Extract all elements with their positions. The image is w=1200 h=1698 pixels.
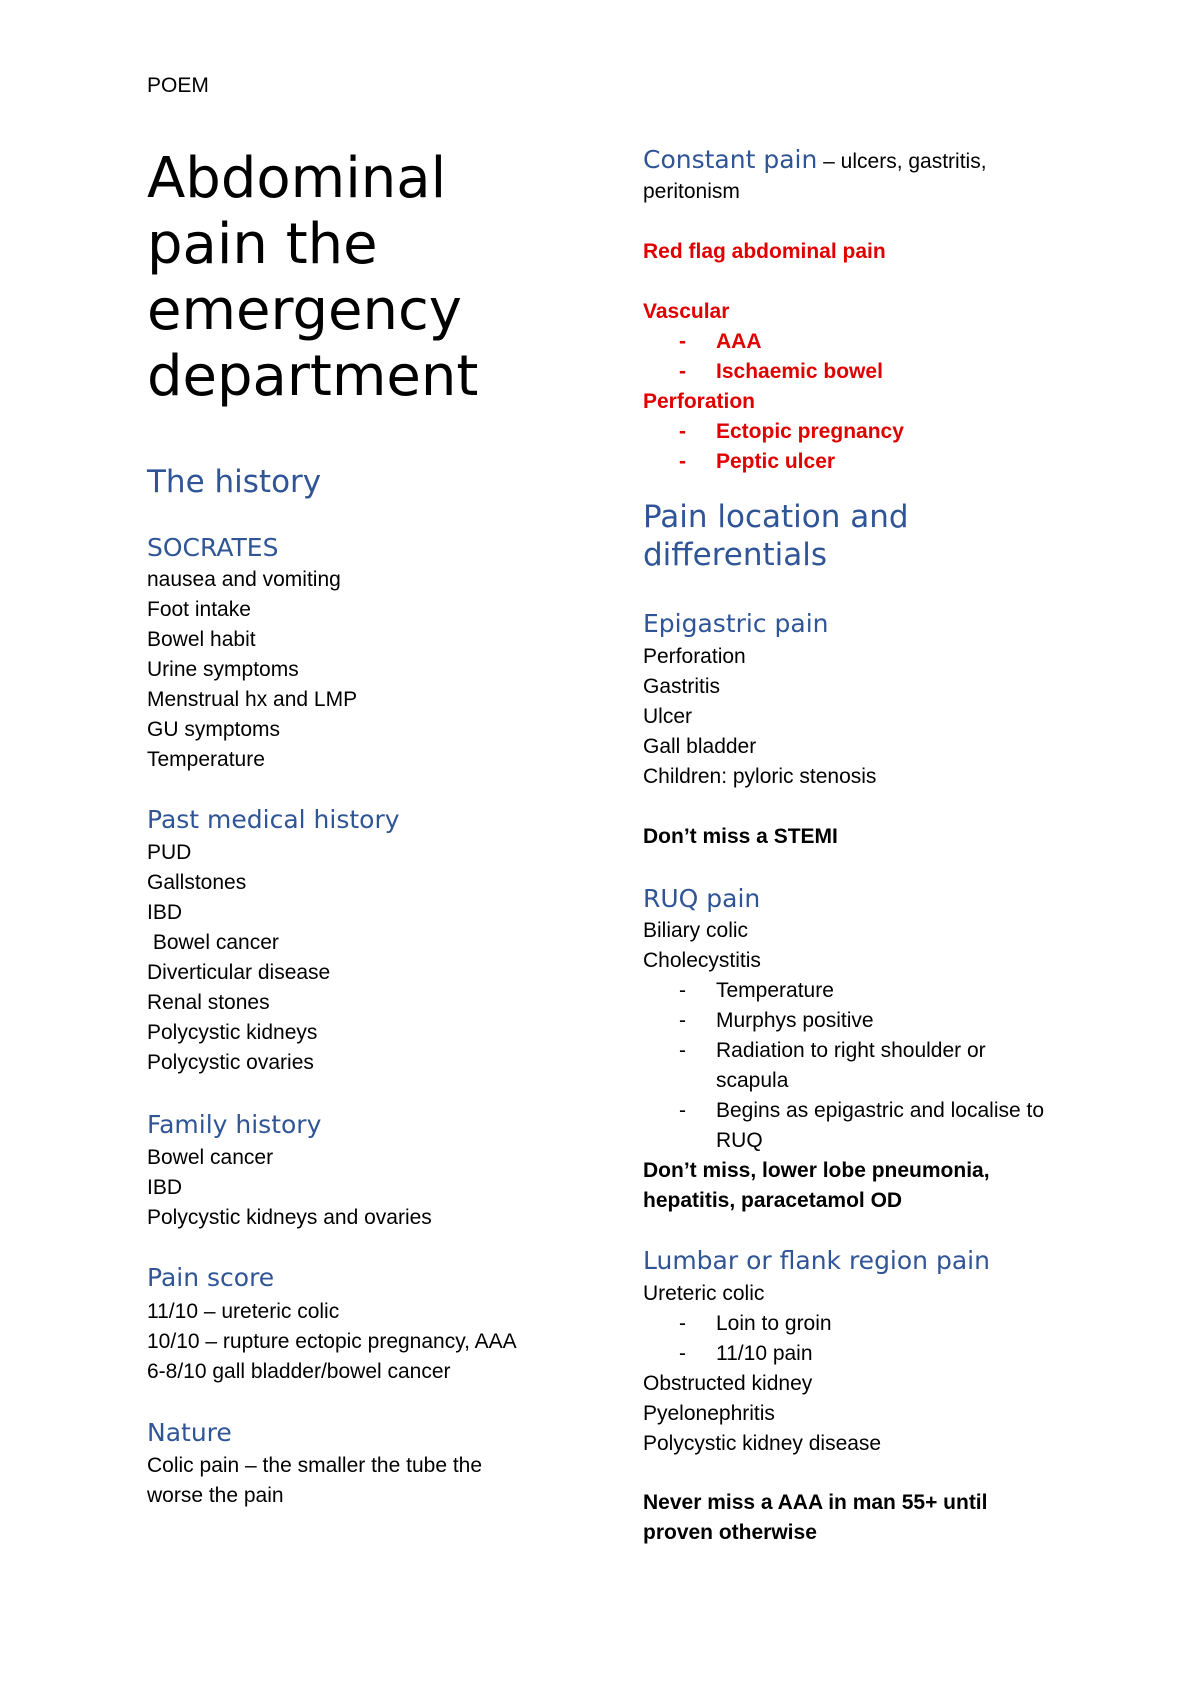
list-item: Renal stones (147, 991, 270, 1014)
epigastric-list (643, 642, 876, 792)
list-item: Obstructed kidney (643, 1372, 813, 1395)
list-item: Polycystic ovaries (147, 1051, 314, 1074)
stemi-note: Don’t miss a STEMI (643, 825, 838, 848)
constant-pain-para (643, 145, 1073, 207)
pain-score-heading: Pain score (147, 1263, 275, 1292)
list-item: - Begins as epigastric and localise to RUQ (643, 1096, 1076, 1156)
list-item: 10/10 – rupture ectopic pregnancy, AAA (147, 1330, 517, 1353)
list-item: GU symptoms (147, 718, 281, 741)
pain-score-list (147, 1297, 517, 1387)
list-item: Gastritis (643, 675, 721, 698)
red-flag-list (643, 297, 1083, 477)
list-item: Polycystic kidneys (147, 1021, 318, 1044)
fh-heading: Family history (147, 1110, 322, 1139)
list-item: Gall bladder (643, 735, 757, 758)
list-item: Menstrual hx and LMP (147, 688, 358, 711)
history-heading: The history (147, 464, 322, 500)
list-item: - Radiation to right shoulder or scapula (643, 1036, 1016, 1096)
list-item: Bowel cancer (147, 1146, 274, 1169)
list-item: IBD (147, 1176, 183, 1199)
list-item: Temperature (147, 748, 265, 771)
list-item: Foot intake (147, 598, 251, 621)
list-item: 6-8/10 gall bladder/bowel cancer (147, 1360, 451, 1383)
ruq-list (643, 916, 1083, 1216)
list-item: - Temperature (643, 976, 1083, 1006)
list-item: Bowel cancer (147, 931, 279, 954)
lumbar-list (643, 1279, 1083, 1459)
constant-pain-label: Constant pain (643, 145, 818, 174)
aaa-note: Never miss a AAA in man 55+ until proven otherwise (643, 1491, 988, 1544)
list-item: Gallstones (147, 871, 247, 894)
list-item: IBD (147, 901, 183, 924)
vascular-label: Vascular (643, 300, 730, 323)
document-title: Abdominal pain the emergency department (147, 146, 479, 409)
list-item: Polycystic kidney disease (643, 1432, 882, 1455)
ruq-note: Don’t miss, lower lobe pneumonia, hepatitis, paracetamol OD (643, 1159, 990, 1212)
red-flag-heading: Red flag abdominal pain (643, 240, 886, 263)
list-item: - 11/10 pain (643, 1339, 1083, 1369)
nature-heading: Nature (147, 1418, 232, 1447)
list-item: - Peptic ulcer (643, 447, 1083, 477)
list-item: Perforation (643, 645, 746, 668)
socrates-list (147, 565, 357, 775)
list-item: Pyelonephritis (643, 1402, 775, 1425)
list-item: - Loin to groin (643, 1309, 1083, 1339)
list-item: Biliary colic (643, 919, 749, 942)
constant-pain-text: – ulcers, gastritis, peritonism (643, 150, 987, 203)
page-header: POEM (147, 74, 209, 97)
ruq-heading: RUQ pain (643, 884, 761, 913)
list-item: - Ischaemic bowel (643, 357, 1083, 387)
location-heading: Pain location and differentials (643, 499, 909, 573)
list-item: 11/10 – ureteric colic (147, 1300, 340, 1323)
list-item: - AAA (643, 327, 1083, 357)
list-item: - Ectopic pregnancy (643, 417, 1083, 447)
list-item: Diverticular disease (147, 961, 331, 984)
list-item: Bowel habit (147, 628, 256, 651)
list-item: Ureteric colic (643, 1282, 765, 1305)
list-item: PUD (147, 841, 192, 864)
lumbar-heading: Lumbar or flank region pain (643, 1246, 990, 1275)
perforation-label: Perforation (643, 390, 756, 413)
pmh-list (147, 838, 330, 1078)
list-item: - Murphys positive (643, 1006, 1083, 1036)
list-item: Polycystic kidneys and ovaries (147, 1206, 432, 1229)
pmh-heading: Past medical history (147, 805, 400, 834)
fh-list (147, 1143, 432, 1233)
list-item: Urine symptoms (147, 658, 299, 681)
list-item: Cholecystitis (643, 949, 761, 972)
list-item: Ulcer (643, 705, 693, 728)
list-item: nausea and vomiting (147, 568, 341, 591)
nature-text: Colic pain – the smaller the tube the worse the pain (147, 1454, 483, 1507)
socrates-heading: SOCRATES (147, 533, 279, 562)
epigastric-heading: Epigastric pain (643, 609, 829, 638)
list-item: Children: pyloric stenosis (643, 765, 877, 788)
